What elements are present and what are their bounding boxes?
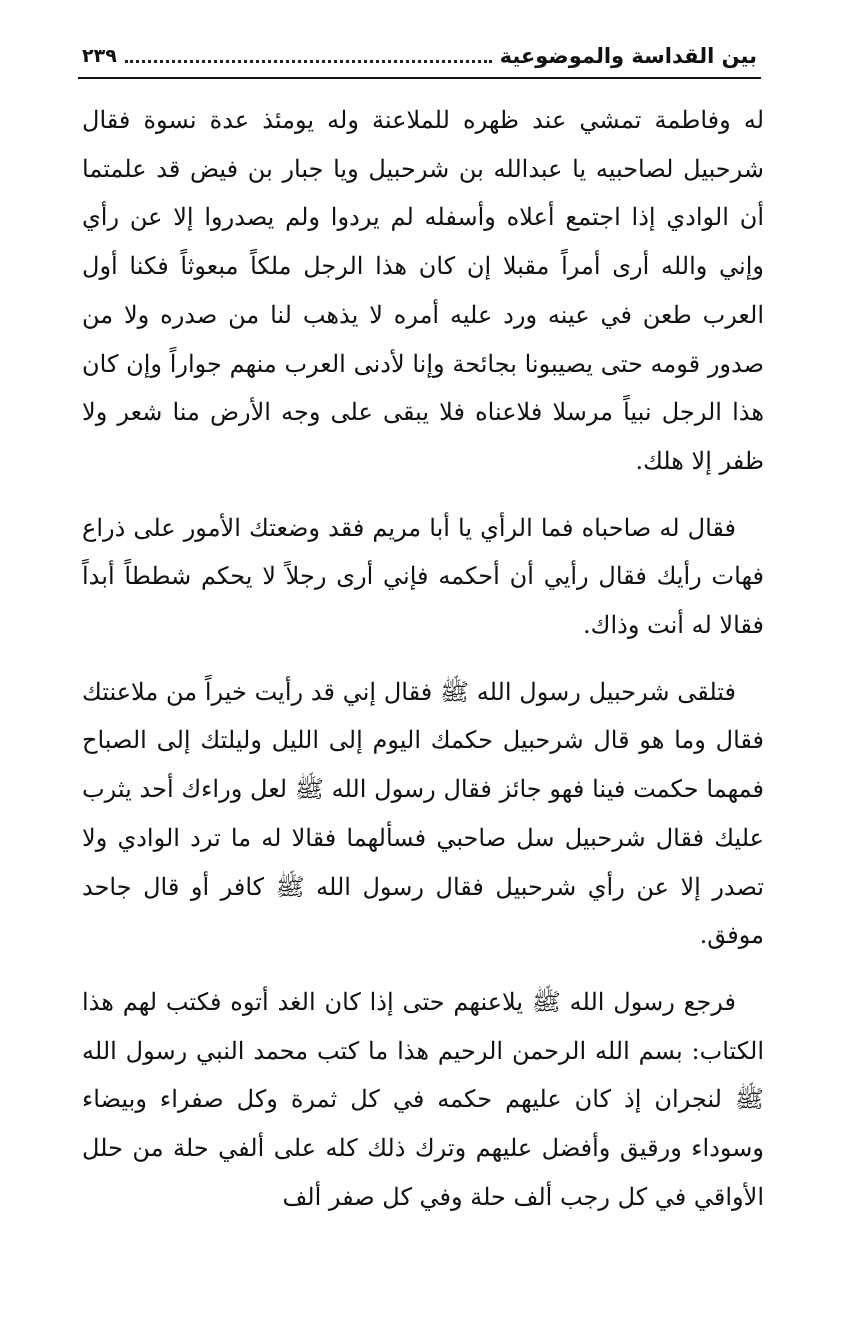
- paragraph-2: فقال له صاحباه فما الرأي يا أبا مريم فقد وضعتك الأمور على ذراع فهات رأيك فقال رأيي أن أحكمه فإني أرى رجلاً لا يحكم شططاً أبداً فقالا له أنت وذاك.: [82, 513, 764, 640]
- paragraph-3: فتلقى شرحبيل رسول الله ﷺ فقال إني قد رأيت خيراً من ملاعنتك فقال وما هو قال شرحبيل حكمك اليوم إلى الليل وليلتك إلى الصباح فمهما حكمت فينا فهو جائز فقال رسول الله ﷺ لعل وراءك أحد يثرب عليك فقال شرحبيل سل صاحبي فسألهما فقالا له ما ترد الوادي ولا تصدر إلا عن رأي شرحبيل فقال رسول الله ﷺ كافر أو قال جاحد موفق.: [82, 677, 764, 950]
- header-rule: [78, 77, 761, 79]
- paragraph-1: له وفاطمة تمشي عند ظهره للملاعنة وله يومئذ عدة نسوة فقال شرحبيل لصاحبيه يا عبدالله بن شرحبيل ويا جبار بن فيض قد علمتما أن الوادي إذا اجتمع أعلاه وأسفله لم يردوا ولم يصدروا إلا عن رأي وإني والله أرى أمراً مقبلا إن كان هذا الرجل ملكاً مبعوثاً فكنا أول العرب طعن في عينه ورد عليه أمره لا يذهب لنا من صدره ولا من صدور قومه حتى يصيبونا بجائحة وإنا لأدنى العرب منهم جواراً وإن كان هذا الرجل نبياً مرسلا فلاعناه فلا يبقى على وجه الأرض منا شعر ولا ظفر إلا هلك.: [82, 106, 764, 475]
- body-text: [82, 96, 764, 1221]
- dotted-leader: [125, 60, 492, 63]
- page-number: ٢٣٩: [82, 45, 117, 67]
- running-title: بين القداسة والموضوعية: [499, 44, 757, 68]
- paragraph-4: فرجع رسول الله ﷺ يلاعنهم حتى إذا كان الغد أتوه فكتب لهم هذا الكتاب: بسم الله الرحمن الرحيم هذا ما كتب محمد النبي رسول الله ﷺ لنجران إذ كان عليهم حكمه في كل ثمرة وكل صفراء وبيضاء وسوداء ورقيق وأفضل عليهم وترك ذلك كله على ألفي حلة من حلل الأواقي في كل رجب ألف حلة وفي كل صفر ألف: [82, 987, 764, 1211]
- running-header: [82, 34, 757, 70]
